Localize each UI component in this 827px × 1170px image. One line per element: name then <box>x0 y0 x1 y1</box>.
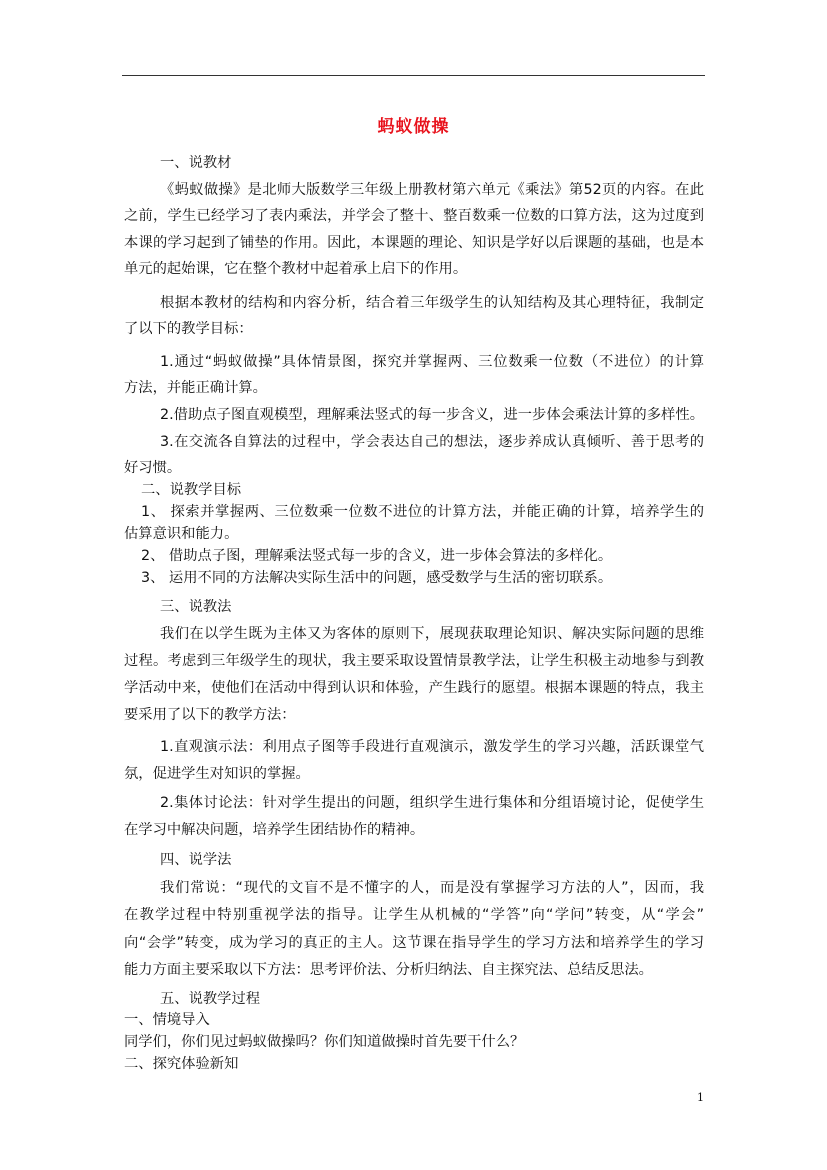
paragraph-line: 同学们，你们见过蚂蚁做操吗？你们知道做操时首先要干什么？ <box>124 1034 525 1050</box>
paragraph-line: 之前，学生已经学习了表内乘法，并学会了整十、整百数乘一位数的口算方法，这为过度到 <box>124 208 704 224</box>
page-number: 1 <box>697 1091 704 1104</box>
paragraph-line: 《蚂蚁做操》是北师大版数学三年级上册教材第六单元《乘法》第52页的内容。在此 <box>160 182 704 198</box>
paragraph-line: 学活动中来，使他们在活动中得到认识和体验，产生践行的愿望。根据本课题的特点，我主 <box>124 680 704 696</box>
section-heading-2: 二、说教学目标 <box>141 482 242 498</box>
list-item: 2、 借助点子图，理解乘法竖式每一步的含义，进一步体会算法的多样化。 <box>141 548 613 564</box>
paragraph-line: 要采用了以下的教学方法： <box>124 707 296 723</box>
list-item: 2.借助点子图直观模型，理解乘法竖式的每一步含义，进一步体会乘法计算的多样性。 <box>160 407 704 423</box>
list-item: 2.集体讨论法：针对学生提出的问题，组织学生进行集体和分组语境讨论，促使学生 <box>160 795 704 811</box>
list-item: 3、 运用不同的方法解决实际生活中的问题，感受数学与生活的密切联系。 <box>141 570 613 586</box>
paragraph-line: 单元的起始课，它在整个教材中起着承上启下的作用。 <box>124 261 468 277</box>
list-item: 1.通过“蚂蚁做操”具体情景图，探究并掌握两、三位数乘一位数（不进位）的计算 <box>160 354 704 370</box>
paragraph-line: 方法，并能正确计算。 <box>124 380 267 396</box>
paragraph-line: 我们在以学生既为主体又为客体的原则下，展现获取理论知识、解决实际问题的思维 <box>160 626 704 642</box>
paragraph-line: 了以下的教学目标： <box>124 321 253 337</box>
section-heading-5: 五、说教学过程 <box>160 991 261 1007</box>
paragraph-line: 在教学过程中特别重视学法的指导。让学生从机械的“学答”向“学问”转变，从“学会” <box>124 907 704 923</box>
paragraph-line: 向“会学”转变，成为学习的真正的主人。这节课在指导学生的学习方法和培养学生的学习 <box>124 935 704 951</box>
paragraph-line: 估算意识和能力。 <box>124 526 239 542</box>
section-heading-4: 四、说学法 <box>160 852 232 868</box>
paragraph-line: 好习惯。 <box>124 460 182 476</box>
paragraph-line: 在学习中解决问题，培养学生团结协作的精神。 <box>124 822 425 838</box>
document-title: 蚂蚁做操 <box>377 117 450 137</box>
paragraph-line: 我们常说：“现代的文盲不是不懂字的人，而是没有掌握学习方法的人”，因而，我 <box>160 880 704 896</box>
paragraph-line: 过程。考虑到三年级学生的现状，我主要采取设置情景教学法，让学生积极主动地参与到教 <box>124 653 704 669</box>
header-rule <box>122 75 705 76</box>
list-item: 1.直观演示法：利用点子图等手段进行直观演示，激发学生的学习兴趣，活跃课堂气 <box>160 739 704 755</box>
paragraph-line: 根据本教材的结构和内容分析，结合着三年级学生的认知结构及其心理特征，我制定 <box>160 295 704 311</box>
list-item: 3.在交流各自算法的过程中，学会表达自己的想法，逐步养成认真倾听、善于思考的 <box>160 434 704 450</box>
subsection-heading: 一、情境导入 <box>124 1012 210 1028</box>
paragraph-line: 本课的学习起到了铺垫的作用。因此，本课题的理论、知识是学好以后课题的基础，也是本 <box>124 235 704 251</box>
paragraph-line: 氛，促进学生对知识的掌握。 <box>124 766 310 782</box>
section-heading-3: 三、说教法 <box>160 599 232 615</box>
paragraph-line: 能力方面主要采取以下方法：思考评价法、分析归纳法、自主探究法、总结反思法。 <box>124 962 653 978</box>
list-item: 1、 探索并掌握两、三位数乘一位数不进位的计算方法，并能正确的计算，培养学生的 <box>141 504 704 520</box>
section-heading-1: 一、说教材 <box>160 155 232 171</box>
subsection-heading: 二、探究体验新知 <box>124 1056 239 1072</box>
